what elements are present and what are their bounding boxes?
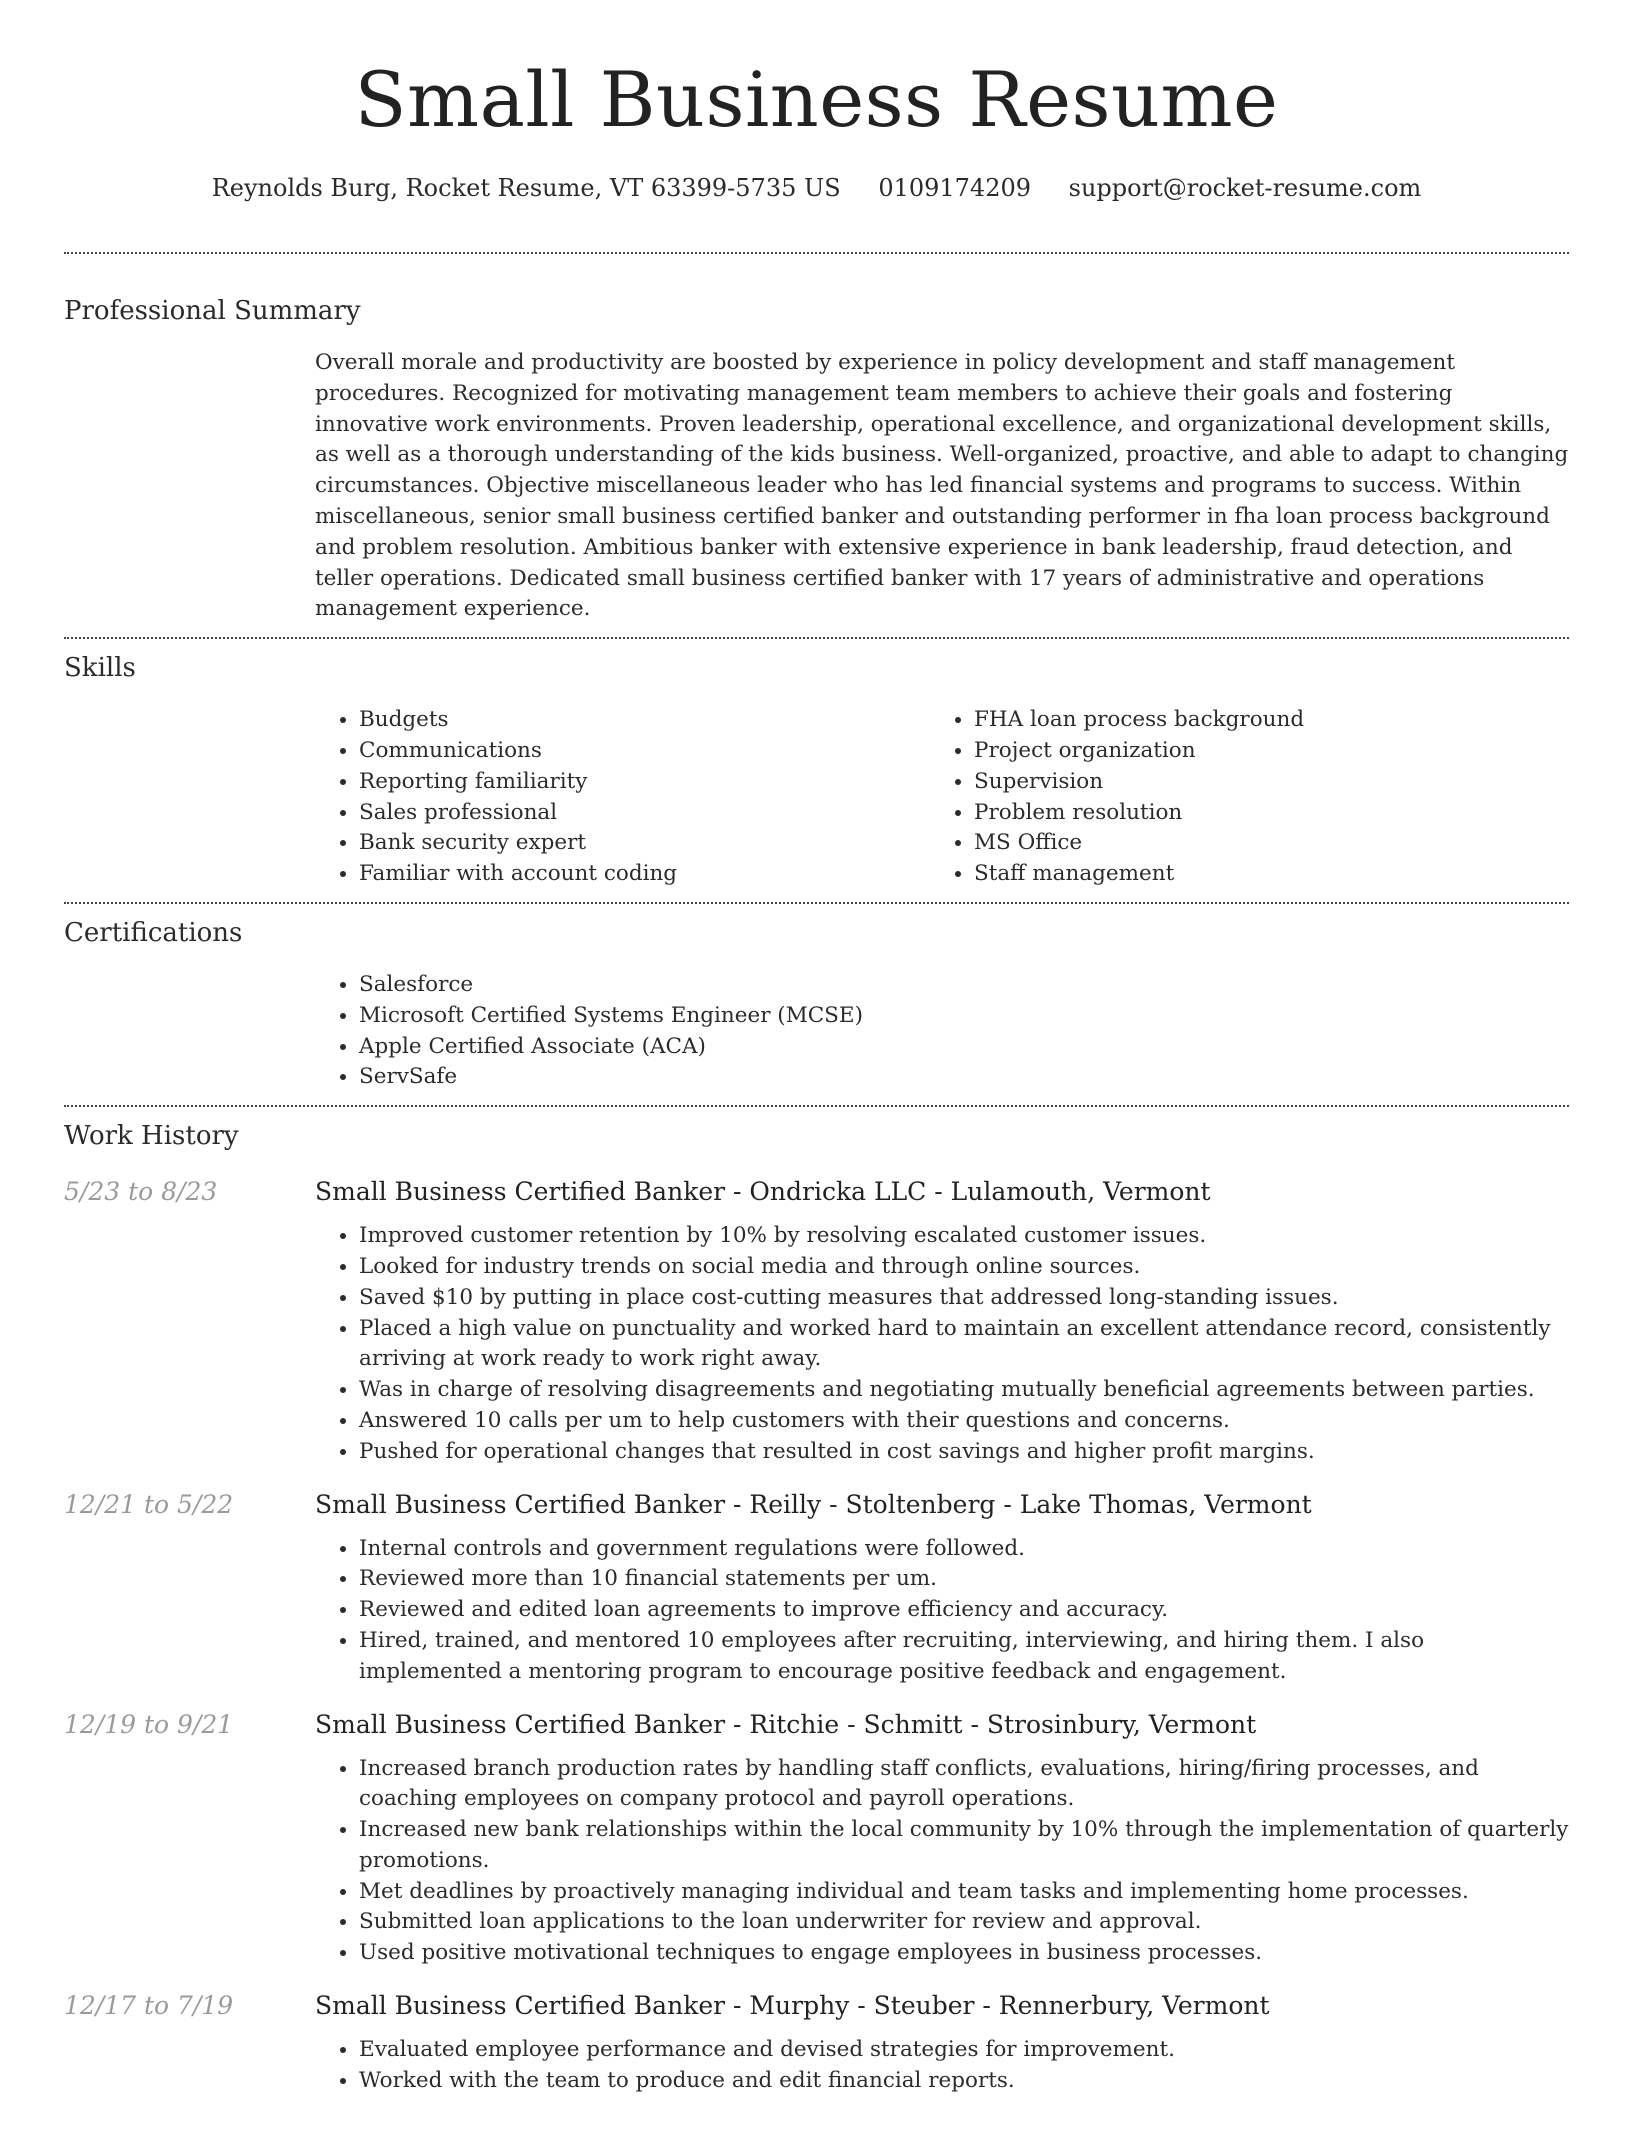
list-item: • Answered 10 calls per um to help customers with their questions and concerns.: [359, 1406, 1569, 1437]
list-item: • Increased new bank relationships within the local community by 10% through the implementation of quarterly promotions.: [359, 1815, 1569, 1877]
work-history-heading: Work History: [64, 1121, 239, 1152]
list-item: • Reviewed and edited loan agreements to improve efficiency and accuracy.: [359, 1595, 1569, 1626]
jobs-list: [64, 1175, 1569, 2137]
list-item: • Microsoft Certified Systems Engineer (MCSE): [359, 1001, 1569, 1032]
list-item: • Reviewed more than 10 financial statements per um.: [359, 1564, 1569, 1595]
list-item: • Communications: [359, 736, 930, 767]
certifications-section: [64, 904, 1569, 1105]
job-dates: 12/21 to 5/22: [64, 1489, 234, 1519]
job-details: [315, 1989, 1569, 2097]
list-item: • Problem resolution: [974, 798, 1530, 829]
list-item: • Was in charge of resolving disagreements and negotiating mutually beneficial agreements between parties.: [359, 1375, 1569, 1406]
job-entry: [64, 1175, 1569, 1467]
job-bullets: [315, 1754, 1569, 1970]
contact-address: Reynolds Burg, Rocket Resume, VT 63399-5735 US: [211, 174, 841, 202]
list-item: • Improved customer retention by 10% by resolving escalated customer issues.: [359, 1221, 1569, 1252]
skills-heading: Skills: [64, 653, 136, 684]
job-dates: 12/17 to 7/19: [64, 1991, 234, 2021]
job-bullets: [315, 2035, 1569, 2097]
contact-email: support@rocket-resume.com: [1068, 174, 1422, 202]
list-item: • Used positive motivational techniques to engage employees in business processes.: [359, 1938, 1569, 1969]
list-item: • Worked with the team to produce and edit financial reports.: [359, 2066, 1569, 2097]
list-item: • FHA loan process background: [974, 705, 1530, 736]
list-item: • Sales professional: [359, 798, 930, 829]
job-details: [315, 1488, 1569, 1688]
job-details: [315, 1175, 1569, 1467]
skills-left-column: [315, 705, 930, 890]
list-item: • Placed a high value on punctuality and worked hard to maintain an excellent attendance record, consistently arriving at work ready to work right away.: [359, 1314, 1569, 1376]
list-item: • ServSafe: [359, 1062, 1569, 1093]
job-title: Small Business Certified Banker - Ritchie - Schmitt - Strosinbury, Vermont: [315, 1709, 1257, 1739]
divider: [64, 252, 1569, 254]
list-item: • Evaluated employee performance and devised strategies for improvement.: [359, 2035, 1569, 2066]
list-item: • Budgets: [359, 705, 930, 736]
job-entry: [64, 1488, 1569, 1688]
list-item: • Supervision: [974, 767, 1530, 798]
job-title: Small Business Certified Banker - Ondricka LLC - Lulamouth, Vermont: [315, 1177, 1211, 1207]
list-item: • MS Office: [974, 828, 1530, 859]
contact-phone: 0109174209: [878, 174, 1032, 202]
list-item: • Salesforce: [359, 970, 1569, 1001]
list-item: • Bank security expert: [359, 828, 930, 859]
certifications-list: [315, 970, 1569, 1093]
summary-text: Overall morale and productivity are boosted by experience in policy development and staff management procedures. Recognized for motivating management team members to achieve their goals and fostering innovative work environments. Proven leadership, operational excellence, and organizational development skills, as well as a thorough understanding of the kids business. Well-organized, proactive, and able to adapt to changing circumstances. Objective miscellaneous leader who has led financial systems and programs to success. Within miscellaneous, senior small business certified banker and outstanding performer in fha loan process background and problem resolution. Ambitious banker with extensive experience in bank leadership, fraud detection, and teller operations. Dedicated small business certified banker with 17 years of administrative and operations management experience.: [315, 350, 1569, 622]
list-item: • Internal controls and government regulations were followed.: [359, 1534, 1569, 1565]
list-item: • Submitted loan applications to the loan underwriter for review and approval.: [359, 1907, 1569, 1938]
list-item: • Looked for industry trends on social media and through online sources.: [359, 1252, 1569, 1283]
certifications-heading: Certifications: [64, 917, 243, 948]
job-title: Small Business Certified Banker - Murphy - Steuber - Rennerbury, Vermont: [315, 1991, 1270, 2021]
list-item: • Increased branch production rates by handling staff conflicts, evaluations, hiring/firing processes, and coaching employees on company protocol and payroll operations.: [359, 1754, 1569, 1816]
list-item: • Hired, trained, and mentored 10 employees after recruiting, interviewing, and hiring them. I also implemented a mentoring program to encourage positive feedback and engagement.: [359, 1626, 1569, 1688]
job-dates: 5/23 to 8/23: [64, 1177, 218, 1207]
list-item: • Reporting familiarity: [359, 767, 930, 798]
list-item: • Saved $10 by putting in place cost-cutting measures that addressed long-standing issues.: [359, 1283, 1569, 1314]
resume-page: [64, 0, 1569, 2137]
work-history-section: [64, 1107, 1569, 2137]
skills-right-column: [930, 705, 1530, 890]
job-dates: 12/19 to 9/21: [64, 1709, 234, 1739]
list-item: • Familiar with account coding: [359, 859, 930, 890]
skills-section: [64, 639, 1569, 902]
list-item: • Apple Certified Associate (ACA): [359, 1032, 1569, 1063]
resume-name: Small Business Resume: [354, 55, 1279, 144]
list-item: • Met deadlines by proactively managing individual and team tasks and implementing home processes.: [359, 1877, 1569, 1908]
job-entry: [64, 1989, 1569, 2097]
contact-line: [64, 172, 1569, 204]
job-details: [315, 1708, 1569, 1970]
skills-list: [315, 705, 1569, 902]
list-item: • Pushed for operational changes that resulted in cost savings and higher profit margins.: [359, 1437, 1569, 1468]
job-bullets: [315, 1221, 1569, 1467]
list-item: • Staff management: [974, 859, 1530, 890]
summary-heading: Professional Summary: [64, 296, 361, 326]
job-bullets: [315, 1534, 1569, 1688]
job-title: Small Business Certified Banker - Reilly - Stoltenberg - Lake Thomas, Vermont: [315, 1489, 1312, 1519]
list-item: • Project organization: [974, 736, 1530, 767]
job-entry: [64, 1708, 1569, 1970]
